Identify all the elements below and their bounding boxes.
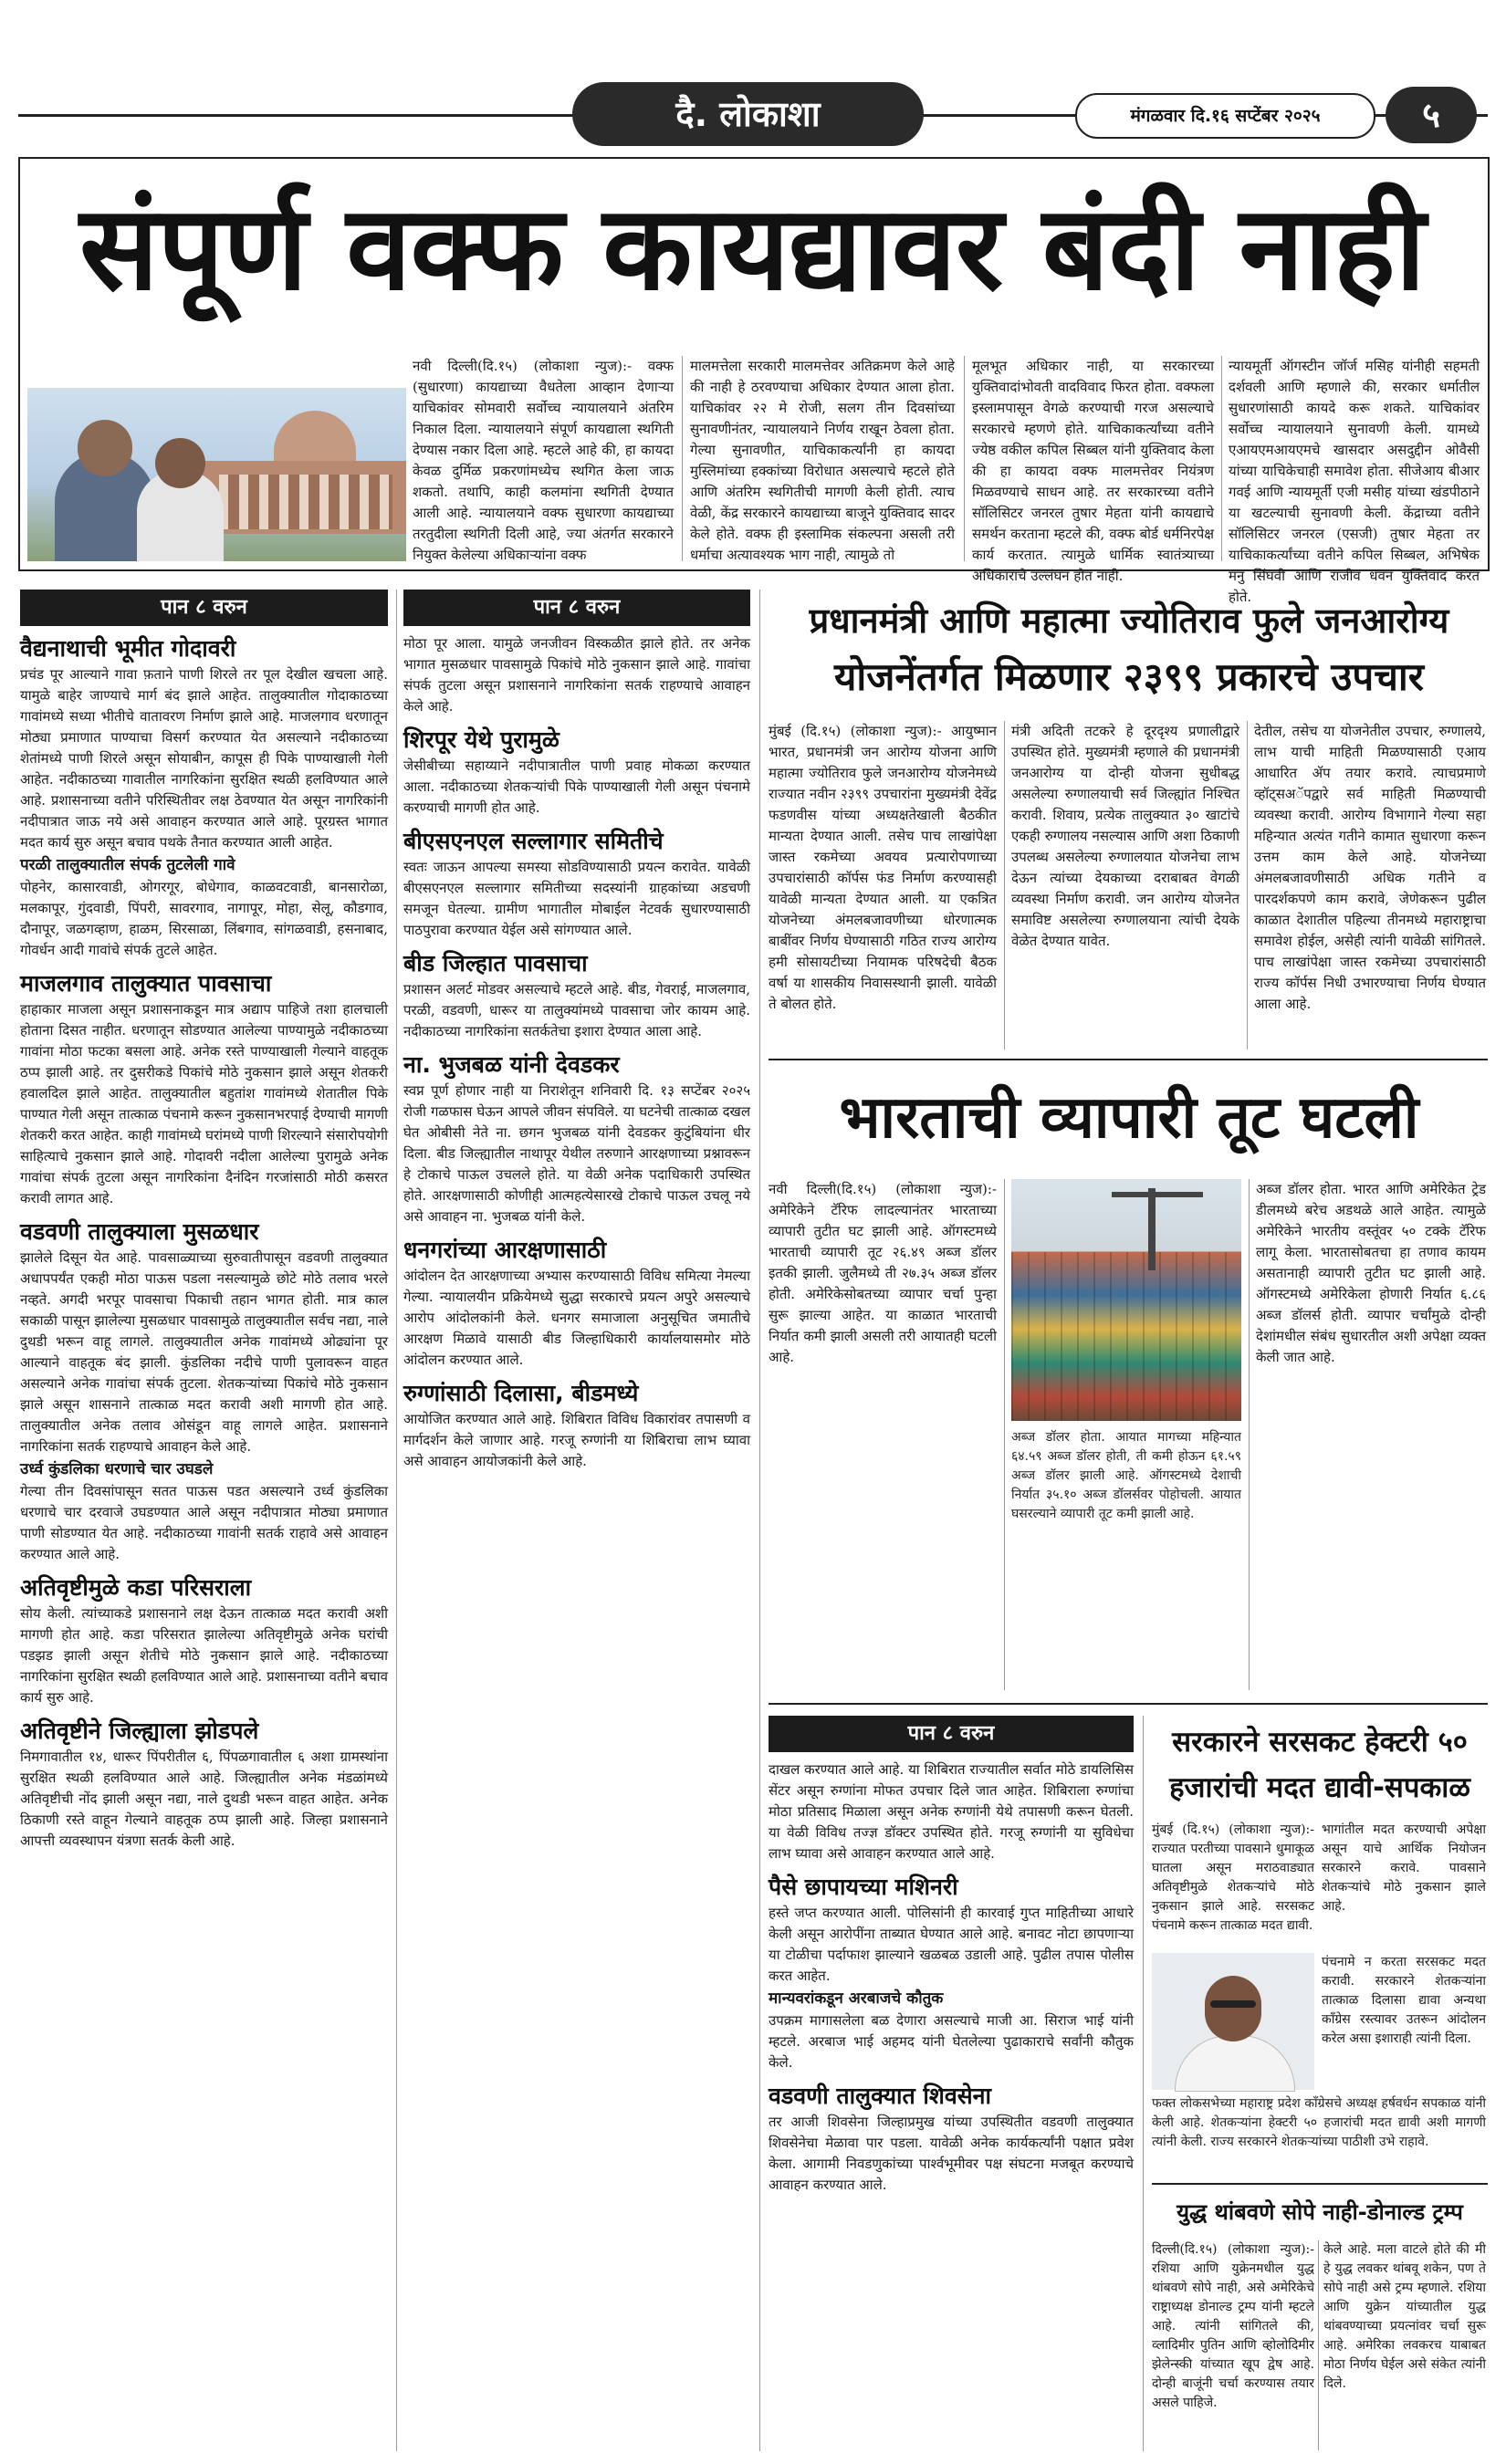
mid-para-0: मोठा पूर आला. यामुळे जनजीवन विस्कळीत झाले होते. तर अनेक भागात मुसळधार पावसामुळे पिकांचे मोठे नुकसान झाले आहे. गावांचा संपर्क तुटला असून प्रशासनाने नागरिकांना सतर्क राहण्याचे आवाहन केले आहे.: [403, 635, 750, 715]
yojana-col-1: मुंबई (दि.१५) (लोकाशा न्युज):- आयुष्मान भारत, प्रधानमंत्री जन आरोग्य योजना आणि महात्मा ज्योतिराव फुले जनआरोग्य योजनेमध्ये राज्यात नवीन २३९९ उपचारांना मुख्यमंत्री देवेंद्र फडणवीस यांच्या अध्यक्षतेखाली बैठकीत मान्यता देण्यात आली. तसेच पाच लाखांपेक्षा जास्त रकमेच्या अवयव प्रत्यारोपणाच्या उपचारांसाठी कॉर्पस फंड निर्माण करण्यासही यावेळी मान्यता देण्यात आली. या एकत्रित योजनेच्या अंमलबजावणीच्या धोरणात्मक बाबींवर निर्णय घेण्यासाठी गठित राज्य आरोग्य हमी सोसायटीच्या नियामक परिषदेची बैठक वर्षा या शासकीय निवासस्थानी झाली. यावेळी ते बोलत होते.: [769, 723, 997, 1012]
trade-right-col: अब्ज डॉलर होता. भारत आणि अमेरिकेत ट्रेड डीलमध्ये बरेच अडथळे आले आहेत. त्यामुळे अमेरिकेने भारतीय वस्तूंवर ५० टक्के टॅरिफ लागू केला. भारतासोबतचा हा तणाव कायम असतानाही व्यापारी तुटीत घट झाली आहे. ऑगस्टमध्ये अमेरिकेला होणारी निर्यात ६.८६ अब्ज डॉलर्स होती. व्यापार चर्चांमुळे दोन्ही देशांमधील संबंध सुधारतील अशी अपेक्षा व्यक्त केली जात आहे.: [1256, 1181, 1486, 1365]
crane-arm: [1112, 1192, 1203, 1197]
bottom-divider: [1143, 1716, 1144, 2451]
left-para-4: झालेले दिसून येत आहे. पावसाळ्याच्या सुरुवातीपासून वडवणी तालुक्यात अधापपर्यंत एकही मोठा पाऊस पडला नसल्यामुळे छोटे मोठे तलाव भरले नव्हते. अगदी भरपूर पावसाचा पिकाची तहान भागत होती. मात्र काल सकाळी पासून झालेल्या मुसळधार पावसामुळे तालुक्यातील सर्वच नद्या, नाले दुथडी भरून वाहू लागले. तालुक्यातील अनेक गावांमध्ये ओढ्यांना पूर आल्याने वाहतूक बंद झाली. कुंडलिका नदीचे पाणी पुलावरून वाहत असल्याने अनेक गावांचा संपर्क तुटला. शेतकऱ्यांच्या पिकांचे मोठे नुकसान झाले असून शासनाने तात्काळ मदत करावी अशी मागणी होत आहे. तालुक्यातील अनेक तलाव ओसंडून वाहू लागले आहेत. प्रशासनाने नागरिकांना सतर्क राहण्याचे आवाहन केले आहे.: [20, 1249, 388, 1455]
left-subhead-1: परळी तालुक्यातील संपर्क तुटलेली गावे: [20, 856, 235, 874]
bottom-column-content: [769, 1759, 1134, 2449]
middle-column-header: पान ८ वरुन: [403, 590, 750, 626]
mid-heading-6: रुग्णांसाठी दिलासा, बीडमध्ये: [403, 1380, 639, 1406]
left-column-header: पान ८ वरुन: [20, 590, 388, 626]
mid-right-divider: [759, 590, 760, 2451]
banner-divider-2: [964, 356, 965, 561]
mid-para-2: स्वतः जाऊन आपल्या समस्या सोडविण्यासाठी प्रयत्न करावेत. यावेळी बीएसएनएल सल्लागार समितीच्या सदस्यांनी ग्राहकांच्या अडचणी समजून घेतल्या. ग्रामीण भागातील मोबाईल नेटवर्क सुधारण्यासाठी पाठपुरावा करण्यात येईल असे सांगण्यात आले.: [403, 859, 750, 938]
banner-divider-3: [1221, 356, 1222, 561]
hectare-right-col: पंचनामे न करता सरसकट मदत करावी. सरकारने शेतकऱ्यांना तात्काळ दिलासा द्यावा अन्यथा काँग्रेस रस्त्यावर उतरून आंदोलन करेल असा इशाराही त्यांनी दिला.: [1322, 1955, 1486, 2046]
hectare-col-1: मुंबई (दि.१५) (लोकाशा न्युज):- राज्यात परतीच्या पावसाने धुमाकूळ घातला असून मराठवाड्यात अतिवृष्टीमुळे शेतकऱ्यांचे मोठे नुकसान झाले आहे. सरसकट पंचनामे करून तात्काळ मदत द्यावी.: [1152, 1822, 1314, 1933]
left-para-5: गेल्या तीन दिवसांपासून सतत पाऊस पडत असल्याने उर्ध्व कुंडलिका धरणाचे चार दरवाजे उघडण्यात आले असून नदीपात्रात मोठ्या प्रमाणात पाणी सोडण्यात येत आहे. नदीकाठच्या गावांनी सतर्क राहावे असे आवाहन करण्यात आले आहे.: [20, 1483, 388, 1562]
mid-heading-4: ना. भुजबळ यांनी देवडकर: [403, 1051, 620, 1078]
yojana-headline-1: प्रधानमंत्री आणि महात्मा ज्योतिराव फुले जनआरोग्य: [809, 600, 1449, 641]
mid-para-6: आयोजित करण्यात आले आहे. शिबिरात विविध विकारांवर तपासणी व मार्गदर्शन केले जाणार आहे. गरजू रुग्णांनी या शिबिराचा लाभ घ्यावा असे आवाहन आयोजकांनी केले आहे.: [403, 1411, 750, 1469]
issue-date: मंगळवार दि.१६ सप्टेंबर २०२५: [1130, 106, 1321, 126]
crane: [1148, 1188, 1156, 1270]
bottom-para-2: हस्ते जप्त करण्यात आली. पोलिसांनी ही कारवाई गुप्त माहितीच्या आधारे केली असून आरोपींना ताब्यात घेण्यात आले आहे. बनावट नोटा छापणाऱ्या या टोळीचा पर्दाफाश झाल्याने खळबळ उडाली आहे. पुढील तपास पोलीस करत आहेत.: [769, 1905, 1134, 1984]
paper-name: दै. लोकाशा: [675, 94, 821, 134]
left-subhead-2: उर्ध्व कुंडलिका धरणाचे चार उघडले: [20, 1460, 214, 1478]
left-heading-2: माजलगाव तालुक्यात पावसाचा: [20, 970, 272, 997]
banner-headline: संपूर्ण वक्फ कायद्यावर बंदी नाही: [79, 181, 1425, 317]
banner-col-4: न्यायमूर्ती ऑगस्टीन जॉर्ज मसिह यांनीही सहमती दर्शवली आणि म्हणाले की, सरकार धर्मातील सुधारणांसाठी कायदे करू शकते. याचिकांवर सर्वोच्च न्यायालयाने सुनावणी केली. यामध्ये एआयएमआयएमचे खासदार असदुद्दीन ओवैसी यांच्या याचिकेचाही समावेश होता. सीजेआय बीआर गवई आणि न्यायमूर्ती एजी मसीह यांच्या खंडपीठाने या खटल्याची सुनावणी केली. केंद्राच्या वतीने सॉलिसिटर जनरल (एसजी) तुषार मेहता तर याचिकाकर्त्यांच्या वतीने कपिल सिब्बल, अभिषेक मनु सिंघवी आणि राजीव धवन युक्तिवाद करत होते.: [1229, 358, 1480, 605]
left-heading-4: अतिवृष्टीमुळे कडा परिसराला: [20, 1574, 252, 1601]
hectare-bottom-rule: [1152, 2183, 1488, 2185]
banner-divider-1: [682, 356, 683, 561]
bottom-heading-2: वडवणी तालुक्यात शिवसेना: [769, 2083, 992, 2109]
trade-caption: अब्ज डॉलर होता. आयात मागच्या महिन्यात ६४.५९ अब्ज डॉलर होती, ती कमी होऊन ६१.५९ अब्ज डॉलर झाली आहे. ऑगस्टमध्ये देशाची निर्यात ३५.१० अब्ज डॉलर्सवर पोहोचली. आयात घसरल्याने व्यापारी तूट कमी झाली आहे.: [1011, 1430, 1241, 1521]
trump-headline: युद्ध थांबवणे सोपे नाही-डोनाल्ड ट्रम्प: [1177, 2199, 1463, 2225]
bottom-para-3: उपक्रम मागासलेला बळ देणारा असल्याचे माजी आ. सिराज भाई यांनी म्हटले. अरबाज भाई अहमद यांनी घेतलेल्या पुढाकाराचे सर्वांनी कौतुक केले.: [769, 2012, 1134, 2071]
masthead: [0, 0, 1506, 146]
left-heading-5: अतिवृष्टीने जिल्ह्याला झोडपले: [20, 1717, 259, 1744]
mid-heading-5: धनगरांच्या आरक्षणासाठी: [403, 1237, 607, 1263]
person-right-head: [155, 438, 205, 488]
trump-col-1: दिल्ली(दि.१५) (लोकाशा न्युज):- रशिया आणि युक्रेनमधील युद्ध थांबवणे सोपे नाही, असे अमेरिकेचे राष्ट्राध्यक्ष डोनाल्ड ट्रम्प यांनी म्हटले आहे. त्यांनी सांगितले की, व्लादिमीर पुतिन आणि व्होलोदिमीर झेलेन्स्की यांच्यात खूप द्वेष आहे. दोन्ही बाजूंनी चर्चा करण्यास तयार असले पाहिजे.: [1152, 2242, 1314, 2410]
trump-divider: [1318, 2240, 1319, 2450]
yojana-divider-2: [1247, 721, 1248, 1049]
yojana-col-2: मंत्री अदिती तटकरे हे दूरदृश्य प्रणालीद्वारे उपस्थित होते. मुख्यमंत्री म्हणाले की प्रधानमंत्री जनआरोग्य या दोन्ही योजना सुधीबद्ध असलेल्या रुग्णालयाची सर्व जिल्ह्यांत निश्चित करावी. शिवाय, प्रत्येक तालुक्यात ३० खाटांचे एकही रुग्णालय नसल्यास आणि अशा ठिकाणी उपलब्ध असलेल्या रुग्णालयात योजनेचा लाभ देऊन त्यांच्या देयकाच्या दराबाबत वेगळी व्यवस्था निर्माण करावी. जन आरोग्य योजनेत समाविष्ट असलेल्या रुग्णालयाना त्यांची देयके वेळेत देण्यात यावेत.: [1011, 723, 1239, 949]
mid-para-4: स्वप्न पूर्ण होणार नाही या निराशेतून शनिवारी दि. १३ सप्टेंबर २०२५ रोजी गळफास घेऊन आपले जीवन संपविले. या घटनेची तात्काळ दखल घेत ओबीसी नेते ना. छगन भुजबळ यांनी देवडकर कुटुंबियांना धीर दिला. बीड जिल्ह्यातील नाथापूर येथील तरुणाने आरक्षणाच्या प्रश्नावरून हे टोकाचे पाऊल उचलले होते. या वेळी अनेक पदाधिकारी उपस्थित होते. आरक्षणासाठी कोणीही आत्महत्येसारखे टोकाचे पाऊल उचलू नये असे आवाहन ना. भुजबळ यांनी केले.: [403, 1082, 750, 1225]
left-mid-divider: [396, 590, 397, 2451]
left-para-2: पोहनेर, कासारवाडी, ओगरगूर, बोधेगाव, काळवटवाडी, बानसारोळा, मलकापूर, गुंदवाडी, पिंपरी, सावरगाव, नागापूर, मोहा, सेलू, कौडगाव, दौनापूर, जळगव्हाण, हाळम, सिरसाळा, लिंबगाव, सांगळवाडी, हसनाबाद, गोवर्धन आदी गावांचे संपर्क तुटले आहेत.: [20, 879, 388, 958]
trade-headline: भारताची व्यापारी तूट घटली: [839, 1084, 1419, 1152]
hectare-caption: फक्त लोकसभेच्या महाराष्ट्र प्रदेश काँग्रेसचे अध्यक्ष हर्षवर्धन सपकाळ यांनी केली आहे. शेतकऱ्यांना हेक्टरी ५० हजारांची मदत द्यावी अशी मागणी त्यांनी केली. राज्य सरकारने शेतकऱ्यांच्या पाठीशी उभे राहावे.: [1152, 2096, 1486, 2149]
trade-divider-2: [1249, 1179, 1250, 1690]
trump-col-2: केले आहे. मला वाटले होते की मी हे युद्ध लवकर थांबवू शकेन, पण ते सोपे नाही असे ट्रम्प म्हणाले. रशिया आणि युक्रेन यांच्यातील युद्ध थांबवण्याच्या प्रयत्नांवर चर्चा सुरू आहे. अमेरिका लवकरच याबाबत मोठा निर्णय घेईल असे संकेत त्यांनी दिले.: [1323, 2242, 1486, 2391]
bottom-para-1: दाखल करण्यात आले आहे. या शिबिरात राज्यातील सर्वात मोठे डायलिसिस सेंटर असून रुग्णांना मोफत उपचार दिले जात आहेत. शिबिराला रुग्णांचा मोठा प्रतिसाद मिळाला असून अनेक रुग्णांनी येथे तपासणी करून घेतली. या वेळी विविध तज्ज्ञ डॉक्टर उपस्थित होते. गरजू रुग्णांनी या सुविधेचा लाभ घ्यावा असे आवाहन करण्यात आले आहे.: [769, 1761, 1134, 1862]
portrait-body: [1175, 2035, 1295, 2092]
mid-heading-3: बीड जिल्हात पावसाचा: [403, 950, 588, 976]
hectare-col-2: भागांतील मदत करण्याची अपेक्षा असून याचे आर्थिक नियोजन सरकारने करावे. पावसाने शेतकऱ्यांचे मोठे नुकसान झाले आहे.: [1322, 1822, 1486, 1914]
trade-intro: नवी दिल्ली(दि.१५) (लोकाशा न्युज):- अमेरिकेने टॅरिफ लादल्यानंतर भारताच्या व्यापारी तुटीत घट झाली आहे. ऑगस्टमध्ये भारताची व्यापारी तूट २६.४९ अब्ज डॉलर इतकी झाली. जुलैमध्ये ती २७.३५ अब्ज डॉलर होती. अमेरिकेसोबतच्या व्यापार चर्चा पुन्हा सुरू झाल्या आहेत. या काळात भारताची निर्यात कमी झाली असली तरी आयातही घटली आहे.: [769, 1181, 997, 1365]
left-heading-3: वडवणी तालुक्याला मुसळधार: [20, 1218, 259, 1245]
mid-para-3: प्रशासन अलर्ट मोडवर असल्याचे म्हटले आहे. बीड, गेवराई, माजलगाव, परळी, वडवणी, धारूर या तालुक्यांमध्ये पावसाचा जोर कायम आहे. नदीकाठच्या नागरिकांना सतर्कतेचा इशारा देण्यात आला आहे.: [403, 981, 750, 1039]
mid-heading-1: शिरपूर येथे पुरामुळे: [403, 726, 560, 753]
bottom-para-4: तर आजी शिवसेना जिल्हाप्रमुख यांच्या उपस्थितीत वडवणी तालुक्यात शिवसेनेचा मेळावा पार पडला. यावेळी अनेक कार्यकर्त्यांनी पक्षात प्रवेश केला. आगामी निवडणुकांच्या पार्श्वभूमीवर पक्ष संघटना मजबूत करण्याचे आवाहन करण्यात आले.: [769, 2114, 1134, 2193]
mid-heading-2: बीएसएनएल सल्लागार समितीचे: [403, 828, 664, 854]
bottom-subhead-1: मान्यवरांकडून अरबाजचे कौतुक: [769, 1989, 944, 2008]
supreme-court-photo: [27, 388, 406, 561]
container-port-photo: [1011, 1179, 1241, 1421]
trade-divider-1: [1004, 1179, 1005, 1690]
hectare-headline-2: हजारांची मदत द्यावी-सपकाळ: [1169, 1771, 1470, 1804]
left-para-6: सोय केली. त्यांच्याकडे प्रशासनाने लक्ष देऊन तात्काळ मदत करावी अशी मागणी होत आहे. कडा परिसरात झालेल्या अतिवृष्टीमुळे अनेक घरांची पडझड झाली असून शेतीचे मोठे नुकसान झाले आहे. नदीकाठच्या नागरिकांना सुरक्षित स्थळी हलविण्यात आले आहे. प्रशासनाच्या वतीने बचाव कार्य सुरु आहे.: [20, 1605, 388, 1706]
left-para-7: निमगावातील १४, धारूर पिंपरीतील ६, पिंपळगावातील ६ अशा ग्रामस्थांना सुरक्षित स्थळी हलविण्यात आले आहे. जिल्ह्यातील अनेक मंडळांमध्ये अतिवृष्टीची नोंद झाली असून नद्या, नाले दुथडी भरून वाहत आहेत. अनेक ठिकाणी रस्ते वाहून गेल्याने वाहतूक ठप्प झाली आहे. जिल्हा प्रशासनाने आपत्ती व्यवस्थापन यंत्रणा सतर्क केली आहे.: [20, 1749, 388, 1849]
mid-para-5: आंदोलन देत आरक्षणाच्या अभ्यास करण्यासाठी विविध समित्या नेमल्या गेल्या. न्यायालयीन प्रक्रियेमध्ये सुद्धा सरकारचे प्रयत्न अपुरे असल्याचे आरोप आंदोलकांनी केले. धनगर समाजाला अनुसूचित जमातीचे आरक्षण मिळावे यासाठी बीड जिल्हाधिकारी कार्यालयासमोर मोठे आंदोलन करण्यात आले.: [403, 1268, 750, 1368]
yojana-bottom-rule: [769, 1059, 1488, 1060]
left-heading-1: वैद्यनाथाची भूमीत गोदावरी: [20, 635, 236, 662]
page-number: ५: [1422, 95, 1440, 135]
banner-col-3: मूलभूत अधिकार नाही, या सरकारच्या युक्तिवादांभोवती वादविवाद फिरत होता. वक्फला इस्लामपासून वेगळे करण्याची गरज असल्याचे सरकारचे म्हणणे होते. याचिकाकर्त्यांच्या वतीने ज्येष्ठ वकील कपिल सिब्बल यांनी युक्तिवाद केला की हा कायदा वक्फ मालमत्तेवर नियंत्रण मिळवण्याचे साधन आहे. तर सरकारच्या वतीने सॉलिसिटर जनरल तुषार मेहता यांनी कायद्याचे समर्थन करताना म्हटले की, वक्फ बोर्ड धर्मनिरपेक्ष कार्य करतात. त्यामुळे धार्मिक स्वातंत्र्याच्या अधिकाराचे उल्लंघन होत नाही.: [972, 358, 1214, 584]
left-para-1: प्रचंड पूर आल्याने गावा फ़ताने पाणी शिरले तर पूल देखील खचला आहे. यामुळे बाहेर जाण्याचे मार्ग बंद झाले आहेत. तालुक्यातील गोदाकाठच्या गावांमध्ये सध्या भीतीचे वातावरण निर्माण झाले आहे. माजलगाव धरणातून मोठ्या प्रमाणात पाण्याचा विसर्ग करण्यात येत असल्याने नदीकाठच्या शेतांमध्ये पाणी शिरले असून सोयाबीन, कापूस ही पिके पाण्याखाली गेली आहेत. नदीकाठच्या गावातील नागरिकांना सुरक्षित स्थळी हलविण्यात आले आहे. प्रशासनाच्या वतीने परिस्थितीवर लक्ष ठेवण्यात येत असून नागरिकांनी नदीपात्रात जाऊ नये असे आवाहन करण्यात आले आहे. पूरग्रस्त भागात मदत कार्य सुरु असून बचाव पथके तैनात करण्यात आली आहेत.: [20, 666, 388, 851]
hectare-headline-1: सरकारने सरसकट हेक्टरी ५०: [1172, 1726, 1468, 1759]
bottom-column-header: पान ८ वरुन: [769, 1716, 1134, 1752]
container-rows: [1011, 1252, 1241, 1421]
sapkal-portrait: [1152, 1953, 1314, 2090]
banner-col-1: नवी दिल्ली(दि.१५) (लोकाशा न्युज):- वक्फ (सुधारणा) कायद्याच्या वैधतेला आव्हान देणाऱ्या याचिकांवर सोमवारी सर्वोच्च न्यायालयाने अंतरिम निकाल दिला. न्यायालयाने संपूर्ण कायद्याला स्थगिती देण्यास नकार दिला आहे. म्हटले आहे की, हा कायदा केवळ दुर्मिळ प्रकरणांमध्येच स्थगित केला जाऊ शकतो. तथापि, काही कलमांना स्थगिती देण्यात आली आहे. न्यायालयाने वक्फ सुधारणा कायद्याच्या तरतुदीला स्थगिती दिली आहे, ज्या अंतर्गत सरकारने नियुक्त केलेल्या अधिकाऱ्यांना वक्फ: [413, 358, 674, 563]
trade-bottom-rule: [769, 1703, 1488, 1705]
court-columns: [219, 475, 392, 529]
left-column-content: [20, 633, 388, 2449]
portrait-head: [1205, 1976, 1261, 2041]
yojana-headline-2: योजनेंतर्गत मिळणार २३९९ प्रकारचे उपचार: [834, 654, 1424, 699]
yojana-col-3: देतील, तसेच या योजनेतील उपचार, रुग्णालये, लाभ याची माहिती मिळण्यासाठी एआय आधारित ॲप तयार करावे. त्याचप्रमाणे व्हॉट्सअॅपद्वारे सर्व माहिती मिळण्याची व्यवस्था करावी. आरोग्य विभागाने गेल्या सहा महिन्यात अत्यंत गतीने कामात सुधारणा करून उत्तम काम केले आहे. योजनेच्या अंमलबजावणीसाठी अधिक गतीने व पारदर्शकपणे काम करावे, जेणेकरून पुढील काळात देशातील पहिल्या तीनमध्ये महाराष्ट्राचा समावेश होईल, असेही त्यांनी यावेळी सांगितले. पाच लाखांपेक्षा जास्त रकमेच्या उपचारांसाठी राज्य कॉर्पस निधी उभारण्याचा निर्णय घेण्यात आला आहे.: [1254, 723, 1486, 1012]
left-para-3: हाहाकार माजला असून प्रशासनाकडून मात्र अद्याप पाहिजे तशा हालचाली होताना दिसत नाहीत. धरणातून सोडण्यात आलेल्या पाण्यामुळे नदीकाठच्या गावांना मोठा फटका बसला आहे. अनेक रस्ते पाण्याखाली गेल्याने वाहतूक ठप्प झाली आहे. तर दुसरीकडे पिकांचे मोठे नुकसान झाले असून शेतकरी हवालदिल झाले आहेत. तालुक्यातील बहुतांश गावांमध्ये शेतातील पिके पाण्यात गेली असून तात्काळ पंचनामे करून नुकसानभरपाई देण्याची मागणी शेतकरी करत आहेत. काही गावांमध्ये घरांमध्ये पाणी शिरल्याने संसारोपयोगी साहित्याचे नुकसान झाले आहे. गोदावरी नदीला आलेल्या पुरामुळे अनेक गावांचा संपर्क तुटला असून नागरिकांना दैनंदिन गरजांसाठी मोठी कसरत करावी लागत आहे.: [20, 1001, 388, 1206]
bottom-heading-1: पैसे छापायच्या मशिनरी: [769, 1874, 958, 1900]
yojana-divider-1: [1004, 721, 1005, 1049]
middle-column-content: [403, 633, 750, 2449]
banner-col-2: मालमत्तेला सरकारी मालमत्तेवर अतिक्रमण केले आहे की नाही हे ठरवण्याचा अधिकार देण्यात आला होता. याचिकांवर २२ मे रोजी, सलग तीन दिवसांच्या सुनावणीनंतर, न्यायालयाने निर्णय राखून ठेवला होता. गेल्या सुनावणीत, याचिकाकर्त्यांनी हा कायदा मुस्लिमांच्या हक्कांच्या विरोधात असल्याचे म्हटले होते आणि अंतरिम स्थगितीची मागणी केली होती. त्याच वेळी, केंद्र सरकारने कायद्याच्या बाजूने युक्तिवाद सादर केले होते. वक्फ ही इस्लामिक संकल्पना असली तरी धर्माचा अत्यावश्यक भाग नाही, त्यामुळे तो: [690, 358, 955, 563]
mid-para-1: जेसीबीच्या सहाय्याने नदीपात्रातील पाणी प्रवाह मोकळा करण्यात आला. नदीकाठच्या शेतकऱ्यांची पिके पाण्याखाली गेली असून पंचनामे करण्याची मागणी होत आहे.: [403, 757, 750, 816]
person-left-head: [78, 420, 132, 476]
portrait-glasses: [1210, 2000, 1256, 2008]
